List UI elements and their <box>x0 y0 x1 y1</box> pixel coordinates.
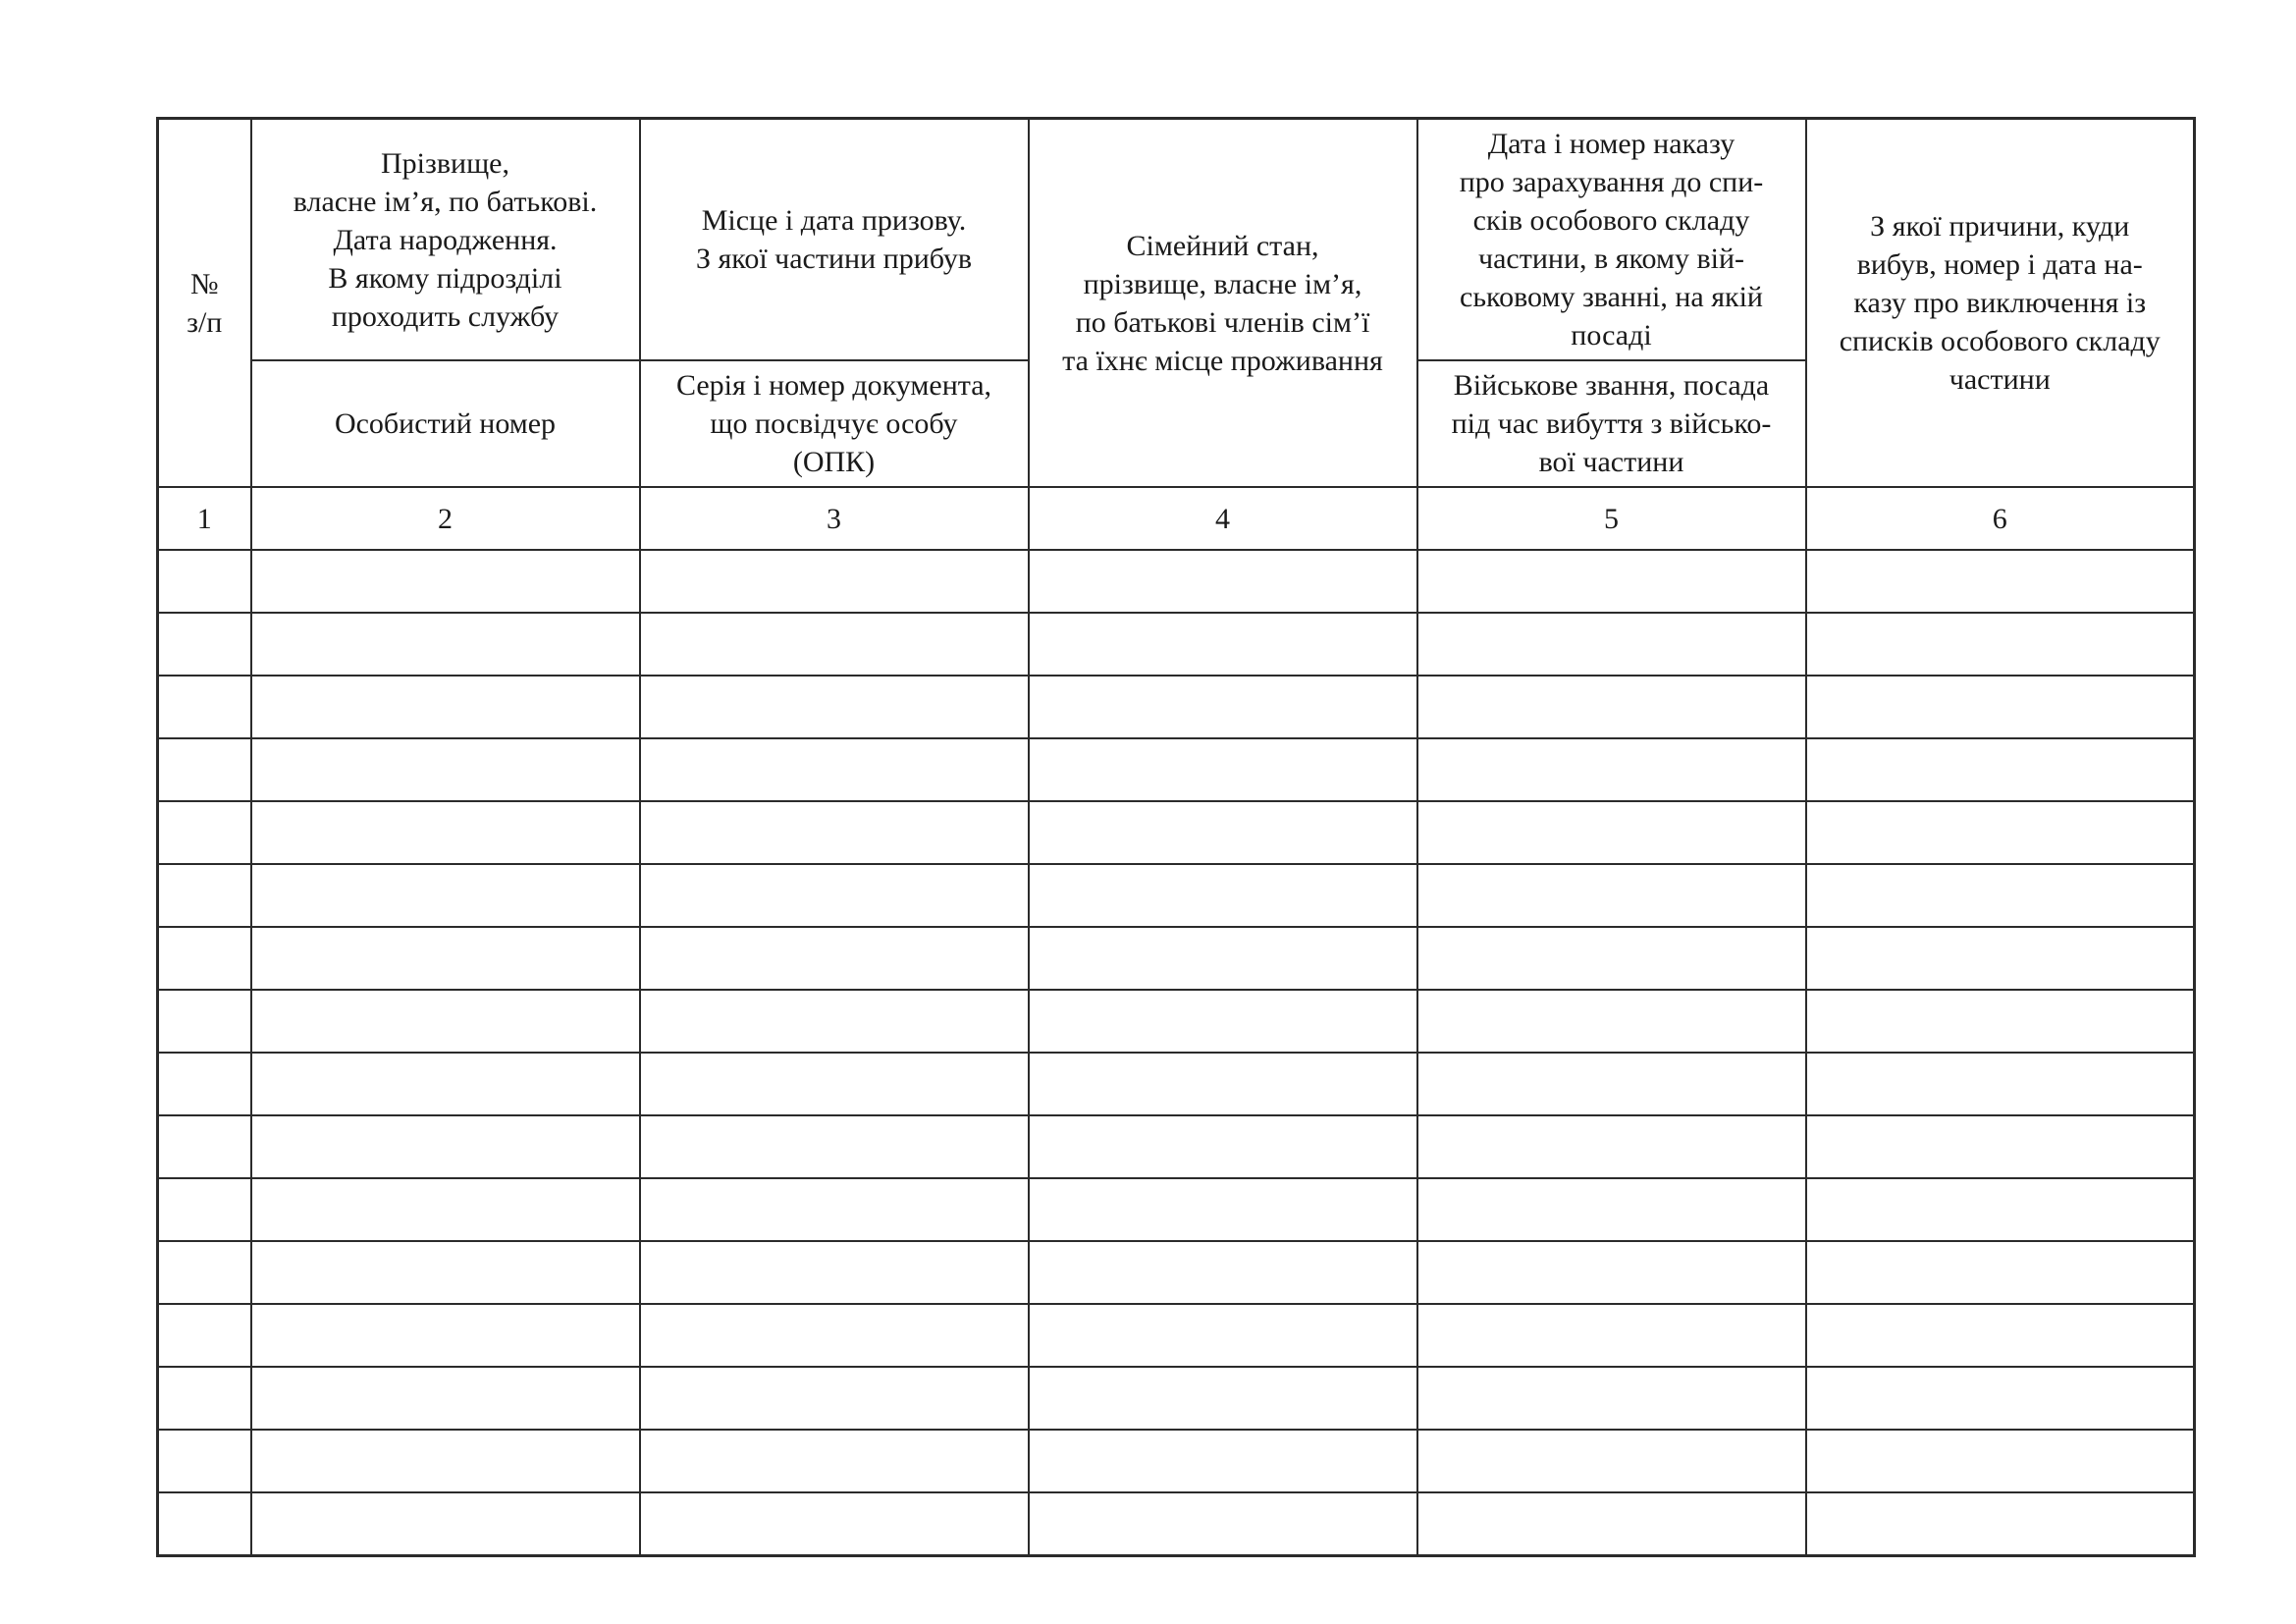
table-cell[interactable] <box>1417 550 1806 613</box>
table-cell[interactable] <box>1029 1430 1417 1492</box>
header-cell-conscription <box>640 119 1029 361</box>
table-cell[interactable] <box>251 1115 640 1178</box>
table-cell[interactable] <box>1806 1367 2195 1430</box>
table-row <box>158 613 2195 676</box>
table-cell[interactable] <box>1029 990 1417 1053</box>
column-number-cell: 2 <box>251 487 640 550</box>
table-row <box>158 864 2195 927</box>
table-cell[interactable] <box>1806 990 2195 1053</box>
table-row <box>158 927 2195 990</box>
table-cell[interactable] <box>1806 1115 2195 1178</box>
table-cell[interactable] <box>251 550 640 613</box>
header-cell-family-status <box>1029 119 1417 488</box>
header-text-departure-reason: З якої причини, куди вибув, номер і дата на- казу про виключення із списків особового складу частини <box>1839 210 2161 396</box>
table-cell[interactable] <box>158 801 251 864</box>
table-cell[interactable] <box>251 1492 640 1556</box>
header-cell-rank-on-departure <box>1417 360 1806 487</box>
table-cell[interactable] <box>158 550 251 613</box>
table-cell[interactable] <box>640 550 1029 613</box>
table-cell[interactable] <box>158 1492 251 1556</box>
table-cell[interactable] <box>1417 1367 1806 1430</box>
header-text-personal-number: Особистий номер <box>334 407 557 440</box>
table-cell[interactable] <box>251 738 640 801</box>
header-row-top <box>158 119 2195 361</box>
table-row <box>158 550 2195 613</box>
table-cell[interactable] <box>640 1492 1029 1556</box>
table-cell[interactable] <box>251 1241 640 1304</box>
table-cell[interactable] <box>1417 990 1806 1053</box>
table-cell[interactable] <box>251 1053 640 1115</box>
table-cell[interactable] <box>158 1304 251 1367</box>
table-cell[interactable] <box>251 1178 640 1241</box>
table-cell[interactable] <box>251 1304 640 1367</box>
table-cell[interactable] <box>251 864 640 927</box>
table-cell[interactable] <box>1417 1241 1806 1304</box>
table-cell[interactable] <box>1029 1492 1417 1556</box>
table-cell[interactable] <box>1029 1178 1417 1241</box>
column-number-cell: 4 <box>1029 487 1417 550</box>
table-cell[interactable] <box>1029 927 1417 990</box>
table-cell[interactable] <box>1806 1492 2195 1556</box>
header-cell-departure-reason <box>1806 119 2195 488</box>
table-cell[interactable] <box>1417 1430 1806 1492</box>
table-cell[interactable] <box>640 990 1029 1053</box>
table-row <box>158 1241 2195 1304</box>
table-cell[interactable] <box>251 1367 640 1430</box>
column-number-cell: 1 <box>158 487 251 550</box>
table-cell[interactable] <box>158 1241 251 1304</box>
table-cell[interactable] <box>1029 1053 1417 1115</box>
table-cell[interactable] <box>251 1430 640 1492</box>
table-cell[interactable] <box>1029 864 1417 927</box>
table-cell[interactable] <box>158 1430 251 1492</box>
table-cell[interactable] <box>1806 550 2195 613</box>
table-cell[interactable] <box>158 864 251 927</box>
table-cell[interactable] <box>158 927 251 990</box>
header-cell-name-dob-unit <box>251 119 640 361</box>
table-row <box>158 1367 2195 1430</box>
table-cell[interactable] <box>1806 1178 2195 1241</box>
column-number-cell: 3 <box>640 487 1029 550</box>
table-cell[interactable] <box>640 676 1029 738</box>
header-text-family-status: Сімейний стан, прізвище, власне ім’я, по батькові членів сім’ї та їхнє місце проживання <box>1062 229 1383 377</box>
table-cell[interactable] <box>1029 1241 1417 1304</box>
table-cell[interactable] <box>1029 801 1417 864</box>
table-cell[interactable] <box>640 801 1029 864</box>
table-cell[interactable] <box>158 1115 251 1178</box>
blank-rows-body <box>158 550 2195 1556</box>
table-cell[interactable] <box>1806 676 2195 738</box>
header-text-rank-on-departure: Військове звання, посада під час вибуття з військо- вої частини <box>1451 369 1772 478</box>
personnel-register-table <box>156 117 2196 1557</box>
table-cell[interactable] <box>1417 927 1806 990</box>
table-cell[interactable] <box>158 1367 251 1430</box>
table-row <box>158 1492 2195 1556</box>
table-cell[interactable] <box>1417 1304 1806 1367</box>
table-cell[interactable] <box>1417 738 1806 801</box>
table-cell[interactable] <box>640 1304 1029 1367</box>
table-cell[interactable] <box>1029 1115 1417 1178</box>
table-cell[interactable] <box>158 738 251 801</box>
table-row <box>158 1115 2195 1178</box>
table-row <box>158 1178 2195 1241</box>
table-cell[interactable] <box>640 1115 1029 1178</box>
table-cell[interactable] <box>1806 613 2195 676</box>
table-cell[interactable] <box>1806 1430 2195 1492</box>
table-cell[interactable] <box>251 801 640 864</box>
table-cell[interactable] <box>1029 676 1417 738</box>
table-cell[interactable] <box>1417 1178 1806 1241</box>
table-cell[interactable] <box>1417 801 1806 864</box>
table-cell[interactable] <box>251 927 640 990</box>
table-cell[interactable] <box>640 613 1029 676</box>
table-row <box>158 801 2195 864</box>
table-cell[interactable] <box>1806 738 2195 801</box>
table-cell[interactable] <box>640 738 1029 801</box>
table-cell[interactable] <box>251 676 640 738</box>
table-cell[interactable] <box>1029 1367 1417 1430</box>
header-cell-enrollment-order <box>1417 119 1806 361</box>
table-cell[interactable] <box>1417 1053 1806 1115</box>
table-cell[interactable] <box>1029 1304 1417 1367</box>
table-cell[interactable] <box>1417 1115 1806 1178</box>
table-cell[interactable] <box>640 1241 1029 1304</box>
table-cell[interactable] <box>1417 676 1806 738</box>
table-cell[interactable] <box>158 990 251 1053</box>
table-cell[interactable] <box>1029 550 1417 613</box>
table-cell[interactable] <box>1417 1492 1806 1556</box>
header-text-number: № з/п <box>187 267 223 339</box>
table-cell[interactable] <box>1806 801 2195 864</box>
table-cell[interactable] <box>1029 613 1417 676</box>
table-cell[interactable] <box>1029 738 1417 801</box>
table-cell[interactable] <box>158 1178 251 1241</box>
table-cell[interactable] <box>158 613 251 676</box>
table-cell[interactable] <box>1806 1241 2195 1304</box>
table-cell[interactable] <box>640 1430 1029 1492</box>
header-text-enrollment-order: Дата і номер наказу про зарахування до спи- сків особового складу частини, в якому вій- ськовому званні, на якій посаді <box>1459 128 1764 352</box>
register-sheet <box>156 117 2193 1543</box>
table-cell[interactable] <box>251 613 640 676</box>
table-cell[interactable] <box>1806 864 2195 927</box>
table-cell[interactable] <box>640 1053 1029 1115</box>
table-cell[interactable] <box>251 990 640 1053</box>
table-row <box>158 676 2195 738</box>
table-cell[interactable] <box>1417 864 1806 927</box>
column-number-cell: 5 <box>1417 487 1806 550</box>
table-cell[interactable] <box>640 1367 1029 1430</box>
table-row <box>158 990 2195 1053</box>
header-cell-id-document <box>640 360 1029 487</box>
table-row <box>158 738 2195 801</box>
table-cell[interactable] <box>640 864 1029 927</box>
table-row <box>158 1304 2195 1367</box>
table-cell[interactable] <box>1806 1304 2195 1367</box>
table-row <box>158 1053 2195 1115</box>
table-row <box>158 1430 2195 1492</box>
table-cell[interactable] <box>1417 613 1806 676</box>
header-cell-personal-number <box>251 360 640 487</box>
table-cell[interactable] <box>640 927 1029 990</box>
header-text-conscription: Місце і дата призову. З якої частини прибув <box>695 204 973 275</box>
table-cell[interactable] <box>158 676 251 738</box>
header-text-id-document: Серія і номер документа, що посвідчує особу (ОПК) <box>675 369 992 478</box>
table-cell[interactable] <box>640 1178 1029 1241</box>
header-cell-number <box>158 119 251 488</box>
table-cell[interactable] <box>158 1053 251 1115</box>
table-cell[interactable] <box>1806 927 2195 990</box>
header-text-name-dob-unit: Прізвище, власне ім’я, по батькові. Дата народження. В якому підрозділі проходить службу <box>293 146 598 333</box>
column-number-cell: 6 <box>1806 487 2195 550</box>
column-number-row <box>158 487 2195 550</box>
table-cell[interactable] <box>1806 1053 2195 1115</box>
